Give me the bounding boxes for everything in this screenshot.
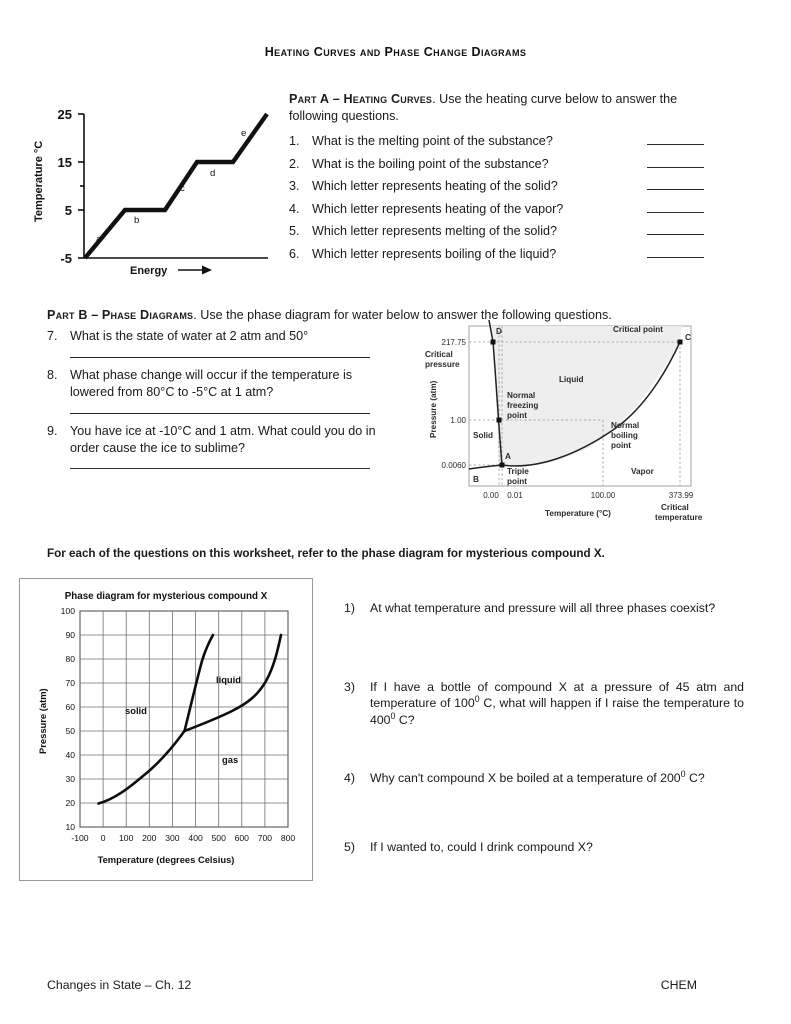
- part-a-dash: –: [332, 92, 340, 106]
- water-xlabel: Temperature (°C): [545, 509, 611, 518]
- compound-x-xtick-700: 700: [257, 833, 273, 843]
- water-phase-diagram-chart: [423, 320, 743, 530]
- q3-degree-1: 0: [474, 694, 480, 705]
- answer-blank-1[interactable]: [647, 133, 704, 145]
- water-point-D: D: [496, 327, 502, 336]
- compound-x-ylabel: Pressure (atm): [37, 688, 48, 754]
- question-text: What phase change will occur if the temperature is lowered from 80°C to -5°C at 1 atm?: [70, 367, 353, 399]
- compound-x-ytick-100: 100: [60, 606, 75, 616]
- question-text: You have ice at -10°C and 1 atm. What could you do in order cause the ice to sublime?: [70, 423, 376, 455]
- question-row: [344, 839, 744, 856]
- compound-x-xtick-800: 800: [280, 833, 296, 843]
- question-number: 4.: [289, 201, 300, 216]
- question-number: 3): [344, 679, 355, 694]
- water-ytick-1: 1.00: [450, 416, 466, 425]
- compound-x-xtick-600: 600: [234, 833, 249, 843]
- question-row: [289, 178, 704, 193]
- question-text: [370, 679, 744, 729]
- answer-blank-7[interactable]: [70, 356, 370, 358]
- question-text: What is the state of water at 2 atm and 50°: [70, 329, 309, 343]
- q3-part2: C, what will happen if I raise the temperature to 400: [370, 696, 744, 727]
- question-row: [289, 223, 704, 238]
- question-number: 6.: [289, 246, 300, 261]
- water-normal-boiling-line1: Normal: [611, 421, 640, 430]
- heating-curve-xlabel: Energy: [130, 265, 168, 277]
- question-number: 4): [344, 771, 355, 786]
- worksheet-instruction: For each of the questions on this worksheet, refer to the phase diagram for mysterious compound X.: [47, 546, 605, 560]
- answer-blank-4[interactable]: [647, 201, 704, 213]
- compound-x-ytick-20: 20: [65, 798, 75, 808]
- heating-curve-ylabel: Temperature °C: [33, 140, 45, 222]
- compound-x-xtick-200: 200: [142, 833, 157, 843]
- compound-x-region-liquid: liquid: [216, 674, 241, 685]
- question-text: [370, 770, 744, 787]
- water-point-B: B: [473, 475, 479, 484]
- compound-x-ytick-80: 80: [65, 654, 75, 664]
- energy-arrow-icon: [202, 266, 212, 275]
- part-a-intro: [289, 91, 704, 124]
- compound-x-region-solid: solid: [125, 705, 147, 716]
- question-row: [289, 133, 704, 148]
- question-number: 8.: [47, 367, 58, 382]
- question-text: Which letter represents boiling of the liquid?: [312, 246, 557, 261]
- heating-curve-segment-a: a: [96, 234, 102, 245]
- water-normal-boiling-line3: point: [611, 441, 632, 450]
- water-critical-pressure-label-line1: Critical: [425, 350, 453, 359]
- answer-blank-9[interactable]: [70, 467, 370, 469]
- heating-curve-ytick-15: 15: [57, 155, 72, 170]
- compound-x-region-gas: gas: [222, 754, 239, 765]
- question-row: [289, 201, 704, 216]
- heating-curve-segment-d: d: [210, 168, 216, 179]
- heating-curve-segment-c: c: [180, 183, 185, 194]
- q4-degree-1: 0: [680, 769, 686, 780]
- question-row: [344, 679, 744, 729]
- heating-curve-segment-b: b: [134, 215, 140, 226]
- water-triple-point-line2: point: [507, 477, 528, 486]
- question-text: Which letter represents melting of the solid?: [312, 224, 557, 239]
- compound-x-xtick-300: 300: [165, 833, 180, 843]
- compound-x-xtick-400: 400: [188, 833, 203, 843]
- water-triple-point-line1: Triple: [507, 467, 529, 476]
- compound-x-xtick-100: 100: [119, 833, 134, 843]
- page-footer: [47, 978, 697, 992]
- compound-x-questions: [344, 600, 744, 856]
- water-ytick-0006: 0.0060: [441, 461, 466, 470]
- question-number: 5): [344, 839, 355, 854]
- question-text: What is the melting point of the substance?: [312, 134, 553, 149]
- question-text: If I wanted to, could I drink compound X?: [370, 839, 593, 854]
- water-critical-pressure-label-line2: pressure: [425, 360, 460, 369]
- question-text: At what temperature and pressure will all three phases coexist?: [370, 601, 716, 615]
- compound-x-ytick-60: 60: [65, 702, 75, 712]
- answer-blank-2[interactable]: [647, 156, 704, 168]
- water-critical-temp-label-line1: Critical: [661, 503, 689, 512]
- question-number: 2.: [289, 156, 300, 171]
- water-critical-point-label: Critical point: [613, 325, 664, 334]
- compound-x-xtick-0: 0: [100, 833, 106, 843]
- water-critical-temp-label-line2: temperature: [655, 513, 703, 522]
- heating-curve-segment-e: e: [241, 128, 247, 139]
- footer-right-text: CHEM: [660, 978, 697, 992]
- question-row: [344, 600, 744, 617]
- heating-curve-ytick-25: 25: [57, 107, 72, 122]
- water-xtick-37399: 373.99: [668, 491, 694, 500]
- footer-left-text: Changes in State – Ch. 12: [47, 978, 192, 992]
- answer-blank-3[interactable]: [647, 178, 704, 190]
- part-a-heading-label: Part A: [289, 92, 330, 106]
- compound-x-xtick-minus100: -100: [71, 833, 89, 843]
- question-number: 5.: [289, 224, 300, 239]
- question-row: [289, 246, 704, 261]
- compound-x-xlabel: Temperature (degrees Celsius): [97, 854, 235, 865]
- question-number: 3.: [289, 179, 300, 194]
- q3-part1: If I have a bottle of compound X at a pressure of 45 atm and temperature of 100: [370, 679, 744, 711]
- compound-x-xtick-500: 500: [211, 833, 226, 843]
- question-row: [344, 770, 744, 787]
- water-point-C: C: [685, 333, 691, 342]
- heating-curve-ytick-minus5: -5: [60, 251, 72, 266]
- heating-curve-ytick-5: 5: [64, 203, 72, 218]
- water-region-solid: Solid: [473, 431, 494, 440]
- part-b-dash: –: [91, 308, 99, 322]
- water-point-A: A: [505, 452, 511, 461]
- question-row: [289, 156, 704, 171]
- part-a-intro-text: . Use the heating curve below to answer the following questions.: [289, 92, 678, 123]
- question-number: 9.: [47, 423, 58, 438]
- part-b-heading-label: Part B: [47, 308, 88, 322]
- part-b-heading-topic: Phase Diagrams: [101, 308, 194, 322]
- water-region-liquid: Liquid: [559, 375, 584, 384]
- part-a-section: [289, 91, 704, 268]
- compound-x-ytick-40: 40: [65, 750, 75, 760]
- water-xtick-001: 0.01: [507, 491, 523, 500]
- q3-part3: C?: [395, 712, 415, 727]
- water-ylabel: Pressure (atm): [429, 380, 438, 438]
- water-ytick-217: 217.75: [441, 338, 466, 347]
- water-normal-freezing-line2: freezing: [507, 401, 539, 410]
- water-normal-boiling-line2: boiling: [611, 431, 638, 440]
- q3-degree-2: 0: [390, 710, 396, 721]
- compound-x-ytick-70: 70: [65, 678, 75, 688]
- compound-x-ytick-90: 90: [65, 630, 75, 640]
- answer-blank-8[interactable]: [70, 412, 370, 414]
- water-region-vapor: Vapor: [631, 467, 654, 476]
- question-text: What is the boiling point of the substance?: [312, 156, 549, 171]
- question-number: 7.: [47, 329, 58, 343]
- compound-x-ytick-50: 50: [65, 726, 75, 736]
- compound-x-ytick-30: 30: [65, 774, 75, 784]
- water-normal-freezing-line1: Normal: [507, 391, 536, 400]
- compound-x-title: Phase diagram for mysterious compound X: [64, 591, 268, 602]
- question-row: [47, 328, 392, 345]
- question-number: 1): [344, 601, 355, 615]
- compound-x-phase-diagram-chart: [19, 578, 313, 881]
- q4-part2: C?: [685, 771, 705, 786]
- question-text: Which letter represents heating of the solid?: [312, 179, 558, 194]
- water-xtick-100: 100.00: [590, 491, 616, 500]
- page-title: Heating Curves and Phase Change Diagrams: [264, 45, 527, 59]
- part-b-questions: [47, 328, 392, 478]
- question-number: 1.: [289, 134, 300, 149]
- water-normal-freezing-line3: point: [507, 411, 528, 420]
- question-text: Which letter represents heating of the vapor?: [312, 201, 564, 216]
- q4-part1: Why can't compound X be boiled at a temperature of 200: [370, 771, 681, 786]
- compound-x-sublimation-curve: [99, 731, 185, 804]
- compound-x-ytick-10: 10: [65, 822, 75, 832]
- question-row: [47, 367, 392, 401]
- water-xtick-000: 0.00: [483, 491, 499, 500]
- question-row: [47, 423, 392, 457]
- heating-curve-chart: [28, 92, 276, 280]
- answer-blank-5[interactable]: [647, 223, 704, 235]
- part-b-intro-text: . Use the phase diagram for water below to answer the following questions.: [193, 308, 612, 322]
- part-a-heading-topic: Heating Curves: [343, 92, 433, 106]
- answer-blank-6[interactable]: [647, 246, 704, 258]
